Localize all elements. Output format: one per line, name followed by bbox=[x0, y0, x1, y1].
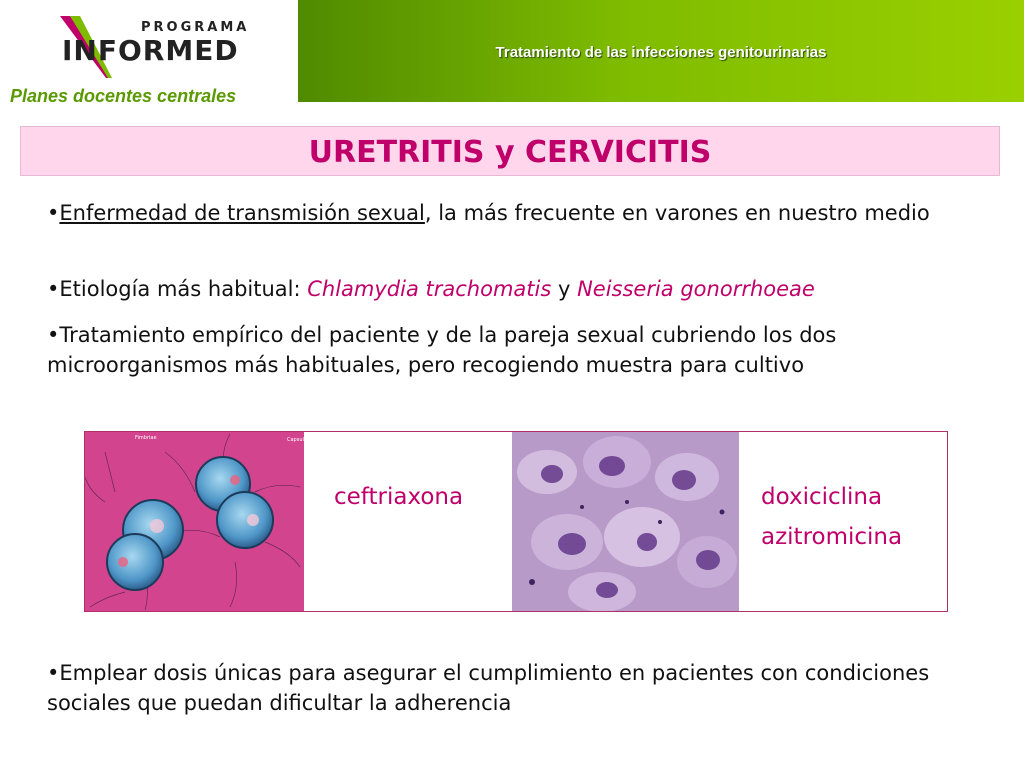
gonococcus-image bbox=[85, 432, 304, 611]
logo-programa-text: PROGRAMA bbox=[141, 20, 250, 35]
bullet-1-link: Enfermedad de transmisión sexual bbox=[59, 201, 425, 225]
chlamydia-image bbox=[512, 432, 739, 611]
bullet-3: •Tratamiento empírico del paciente y de la pareja sexual cubriendo los dos microorganismos más habituales, pero recogiendo muestra para cultivo bbox=[47, 323, 837, 377]
capsule-label: Capsul bbox=[287, 437, 304, 443]
title-box bbox=[20, 126, 1000, 176]
slide-title: URETRITIS y CERVICITIS bbox=[308, 135, 712, 170]
logo-informed-text: INFORMED bbox=[62, 34, 239, 67]
treatment-table bbox=[84, 431, 948, 612]
logo-area bbox=[0, 0, 298, 112]
organism-chlamydia: Chlamydia trachomatis bbox=[307, 277, 552, 301]
tagline: Planes docentes centrales bbox=[10, 86, 237, 106]
bullet-4: •Emplear dosis únicas para asegurar el cumplimiento en pacientes con condiciones sociales que puedan dificultar la adherencia bbox=[47, 661, 930, 715]
fimbriae-label: Fimbriae bbox=[135, 435, 157, 441]
informed-logo bbox=[58, 14, 258, 80]
drug-ceftriaxona: ceftriaxona bbox=[334, 484, 464, 510]
organism-neisseria: Neisseria gonorrhoeae bbox=[577, 277, 815, 301]
bullet-2-join: y bbox=[551, 277, 578, 301]
drug-doxiciclina: doxiciclina bbox=[761, 484, 883, 510]
header-bar bbox=[298, 0, 1024, 102]
bullet-1-prefix: • bbox=[47, 201, 60, 225]
bullet-2-prefix: •Etiología más habitual: bbox=[47, 277, 308, 301]
bullet-1-rest: , la más frecuente en varones en nuestro medio bbox=[424, 201, 930, 225]
header-title: Tratamiento de las infecciones genitourinarias bbox=[495, 44, 827, 61]
bullet-2 bbox=[47, 274, 987, 304]
drug-azitromicina: azitromicina bbox=[761, 524, 903, 550]
bullet-1 bbox=[47, 198, 987, 228]
